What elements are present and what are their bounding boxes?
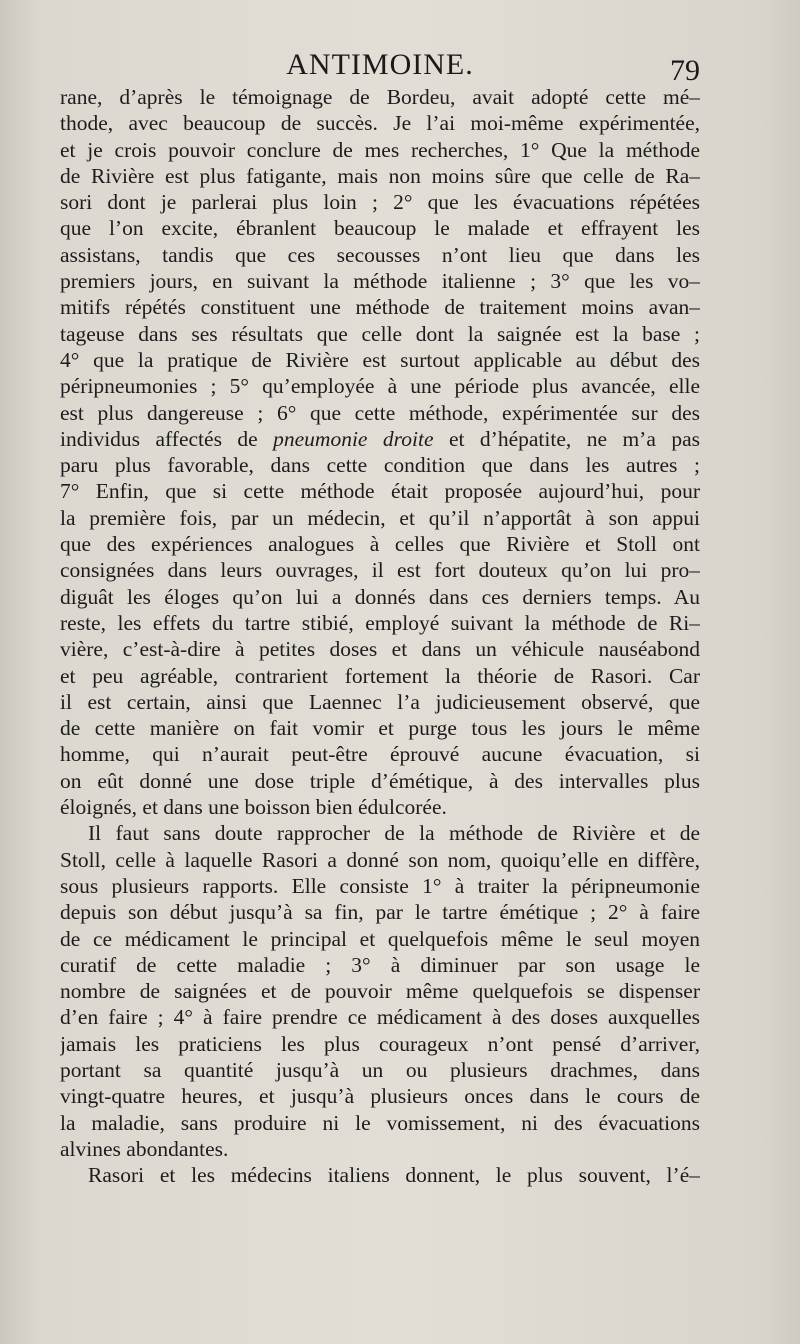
text-line: éloignés, et dans une boisson bien édulcorée. bbox=[60, 795, 447, 820]
text-line: nombre de saignées et de pouvoir même quelquefois se dispenser bbox=[60, 979, 700, 1004]
text-line: on eût donné une dose triple d’émétique, à des intervalles plus bbox=[60, 768, 700, 793]
text-line: diguât les éloges qu’on lui a donnés dans ces derniers temps. Au bbox=[60, 584, 700, 609]
text-line: homme, qui n’aurait peut-être éprouvé aucune évacuation, si bbox=[60, 742, 700, 767]
text-line: de cette manière on fait vomir et purge tous les jours le même bbox=[60, 716, 700, 741]
text-line: portant sa quantité jusqu’à un ou plusieurs drachmes, dans bbox=[60, 1057, 700, 1082]
text-line-with-italic: individus affectés de pneumonie droite et d’hépatite, ne m’a pas bbox=[60, 426, 700, 451]
text-line: Stoll, celle à laquelle Rasori a donné son nom, quoiqu’elle en diffère, bbox=[60, 847, 700, 872]
text-line: mitifs répétés constituent une méthode de traitement moins avan– bbox=[60, 295, 700, 320]
text-line: Rasori et les médecins italiens donnent, le plus souvent, l’é– bbox=[88, 1163, 700, 1188]
paragraph-1 bbox=[60, 84, 700, 820]
body-text bbox=[60, 84, 700, 1188]
text-line: 4° que la pratique de Rivière est surtout applicable au début des bbox=[60, 347, 700, 372]
text-line: et peu agréable, contrarient fortement la théorie de Rasori. Car bbox=[60, 663, 700, 688]
text-line: et je crois pouvoir conclure de mes recherches, 1° Que la méthode bbox=[60, 137, 700, 162]
text-line: depuis son début jusqu’à sa fin, par le tartre émétique ; 2° à faire bbox=[60, 900, 700, 925]
text-line: que l’on excite, ébranlent beaucoup le malade et effrayent les bbox=[60, 216, 700, 241]
text-line: jamais les praticiens les plus courageux n’ont pensé d’arriver, bbox=[60, 1031, 700, 1056]
text-line: rane, d’après le témoignage de Bordeu, avait adopté cette mé– bbox=[60, 85, 700, 109]
running-title: ANTIMOINE. bbox=[286, 48, 474, 81]
text-line: vingt-quatre heures, et jusqu’à plusieurs onces dans le cours de bbox=[60, 1084, 700, 1109]
text-line: la première fois, par un médecin, et qu’il n’apportât à son appui bbox=[60, 505, 700, 530]
text-line: que des expériences analogues à celles que Rivière et Stoll ont bbox=[60, 532, 700, 557]
text-line: paru plus favorable, dans cette condition que dans les autres ; bbox=[60, 453, 700, 478]
text-line: la maladie, sans produire ni le vomissement, ni des évacuations bbox=[60, 1110, 700, 1135]
text-line: curatif de cette maladie ; 3° à diminuer par son usage le bbox=[60, 952, 700, 977]
text-line: 7° Enfin, que si cette méthode était proposée aujourd’hui, pour bbox=[60, 479, 700, 504]
text-line: d’en faire ; 4° à faire prendre ce médicament à des doses auxquelles bbox=[60, 1005, 700, 1030]
page-header bbox=[60, 44, 700, 87]
text-line: est plus dangereuse ; 6° que cette méthode, expérimentée sur des bbox=[60, 400, 700, 425]
text-line: consignées dans leurs ouvrages, il est fort douteux qu’on lui pro– bbox=[60, 558, 700, 583]
text-line: assistans, tandis que ces secousses n’ont lieu que dans les bbox=[60, 242, 700, 267]
text-line: de ce médicament le principal et quelquefois même le seul moyen bbox=[60, 926, 700, 951]
text-line: tageuse dans ses résultats que celle dont la saignée est la base ; bbox=[60, 321, 700, 346]
paragraph-2 bbox=[60, 820, 700, 1162]
text-line: vière, c’est-à-dire à petites doses et dans un véhicule nauséabond bbox=[60, 637, 700, 662]
page-number: 79 bbox=[670, 54, 700, 87]
text-line: reste, les effets du tartre stibié, employé suivant la méthode de Ri– bbox=[60, 610, 700, 635]
text-line: de Rivière est plus fatigante, mais non moins sûre que celle de Ra– bbox=[60, 163, 700, 188]
text-line: péripneumonies ; 5° qu’employée à une période plus avancée, elle bbox=[60, 374, 700, 399]
text-line: sori dont je parlerai plus loin ; 2° que les évacuations répétées bbox=[60, 190, 700, 215]
text-line: sous plusieurs rapports. Elle consiste 1° à traiter la péripneumonie bbox=[60, 873, 700, 898]
text-line: Il faut sans doute rapprocher de la méthode de Rivière et de bbox=[88, 821, 700, 846]
text-line: premiers jours, en suivant la méthode italienne ; 3° que les vo– bbox=[60, 269, 700, 294]
text-line: thode, avec beaucoup de succès. Je l’ai moi-même expérimentée, bbox=[60, 111, 700, 136]
text-line: il est certain, ainsi que Laennec l’a judicieusement observé, que bbox=[60, 689, 700, 714]
paragraph-3 bbox=[60, 1162, 700, 1188]
text-line: alvines abondantes. bbox=[60, 1136, 229, 1161]
italic-term: pneumonie droite bbox=[273, 426, 434, 451]
